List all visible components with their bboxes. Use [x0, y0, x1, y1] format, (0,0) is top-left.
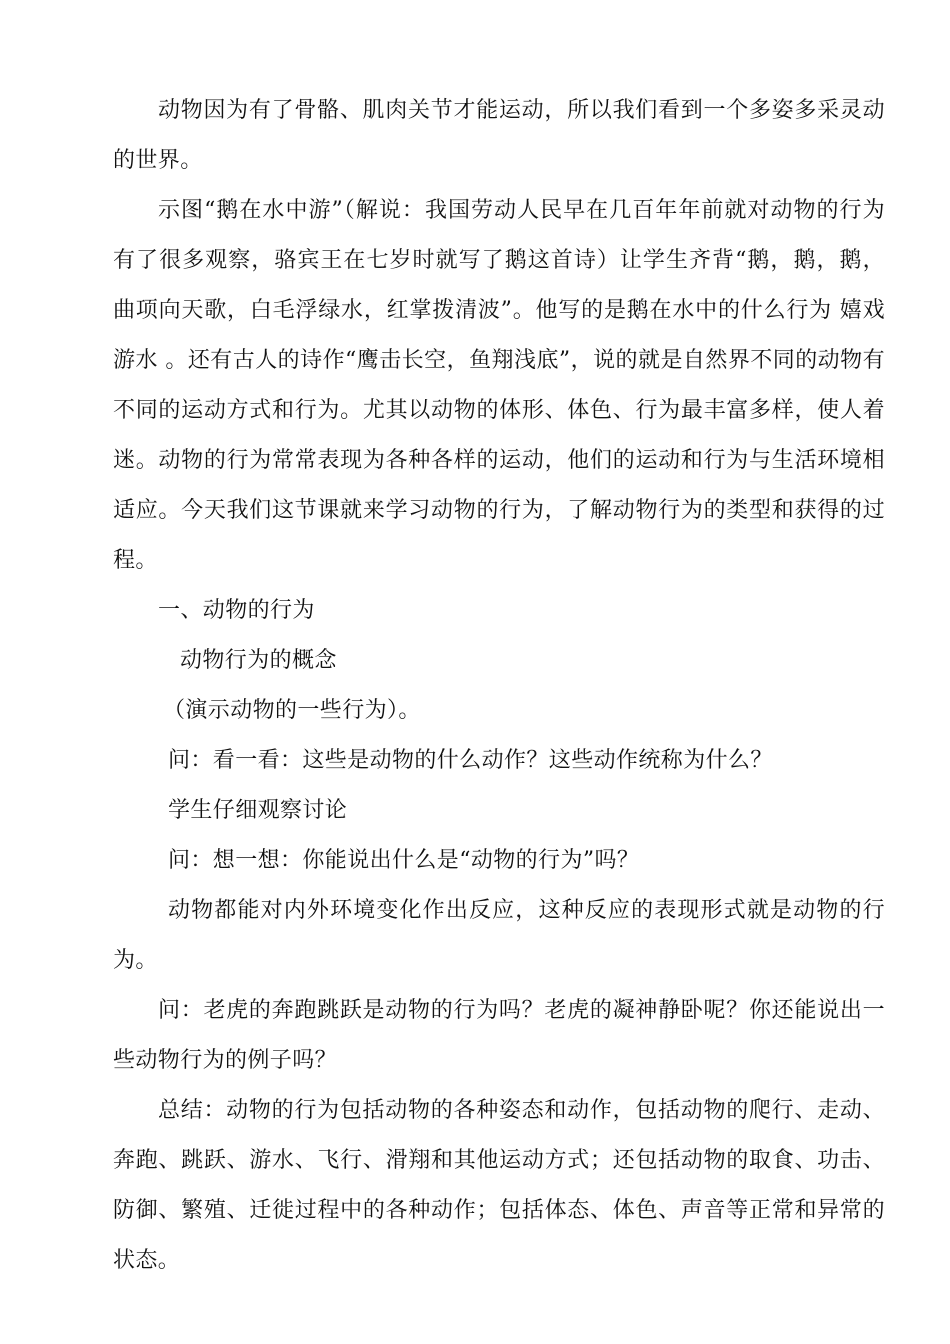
- answer-definition: 动物都能对内外环境变化作出反应，这种反应的表现形式就是动物的行为。: [113, 898, 885, 973]
- paragraph-goose-poem: 示图“鹅在水中游”（解说：我国劳动人民早在几百年年前就对动物的行为有了很多观察，骆宾王在七岁时就写了鹅这首诗）让学生齐背“鹅，鹅，鹅，曲项向天歌，白毛浮绿水，红掌拨清波”。他写的是鹅在水中的什么行为 嬉戏游水 。还有古人的诗作“鹰击长空，鱼翔浅底”，说的就是自然界不同的动物有不同的运动方式和行为。尤其以动物的体形、体色、行为最丰富多样，使人着迷。动物的行为常常表现为各种各样的运动，他们的运动和行为与生活环境相适应。今天我们这节课就来学习动物的行为，了解动物行为的类型和获得的过程。: [113, 198, 885, 573]
- question-think: 问：想一想：你能说出什么是“动物的行为”吗？: [168, 848, 640, 873]
- section-heading: 一、动物的行为: [158, 598, 315, 623]
- subsection-heading: 动物行为的概念: [180, 648, 337, 673]
- student-discussion: 学生仔细观察讨论: [168, 798, 348, 823]
- question-look: 问：看一看：这些是动物的什么动作？这些动作统称为什么？: [168, 748, 773, 773]
- demo-note: （演示动物的一些行为）。: [163, 698, 421, 723]
- paragraph-intro: 动物因为有了骨骼、肌肉关节才能运动，所以我们看到一个多姿多采灵动的世界。: [113, 98, 885, 173]
- question-tiger: 问：老虎的奔跑跳跃是动物的行为吗？老虎的凝神静卧呢？你还能说出一些动物行为的例子吗？: [113, 998, 885, 1073]
- document-body: [113, 86, 885, 1286]
- summary-paragraph: 总结：动物的行为包括动物的各种姿态和动作，包括动物的爬行、走动、奔跑、跳跃、游水、飞行、滑翔和其他运动方式；还包括动物的取食、功击、防御、繁殖、迁徙过程中的各种动作；包括体态、体色、声音等正常和异常的状态。: [113, 1098, 885, 1273]
